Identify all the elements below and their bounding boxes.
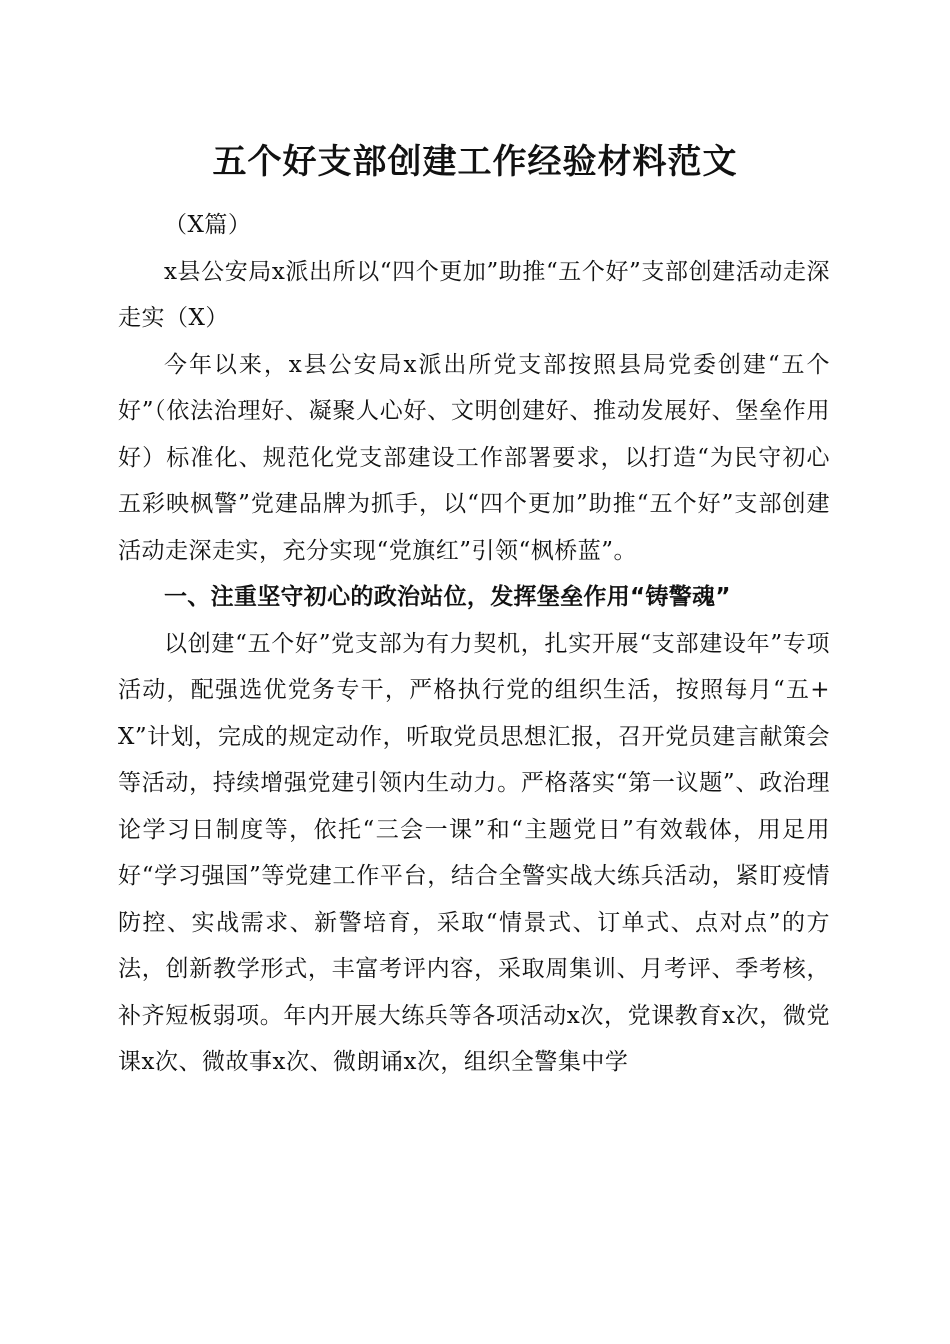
document-body <box>118 202 830 1086</box>
paragraph-subtitle: x县公安局x派出所以“四个更加”助推“五个好”支部创建活动走深走实（X） <box>118 258 830 331</box>
paragraph-intro: 今年以来，x县公安局x派出所党支部按照县局党委创建“五个好”（依法治理好、凝聚人心好、文明创建好、推动发展好、堡垒作用好）标准化、规范化党支部建设工作部署要求，以打造“为民守初心五彩映枫警”党建品牌为抓手，以“四个更加”助推“五个好”支部创建活动走深走实，充分实现“党旗红”引领“枫桥蓝”。 <box>118 351 830 564</box>
paragraph-series-note: （X篇） <box>164 212 252 238</box>
paragraph-section-1-body: 以创建“五个好”党支部为有力契机，扎实开展“支部建设年”专项活动，配强选优党务专干，严格执行党的组织生活，按照每月“五+X”计划，完成的规定动作，听取党员思想汇报，召开党员建言献策会等活动，持续增强党建引领内生动力。严格落实“第一议题”、政治理论学习日制度等，依托“三会一课”和“主题党日”有效载体，用足用好“学习强国”等党建工作平台，结合全警实战大练兵活动，紧盯疫情防控、实战需求、新警培育，采取“情景式、订单式、点对点”的方法，创新教学形式，丰富考评内容，采取周集训、月考评、季考核，补齐短板弱项。年内开展大练兵等各项活动x次，党课教育x次，微党课x次、微故事x次、微朗诵x次，组织全警集中学 <box>118 630 830 1075</box>
document-title: 五个好支部创建工作经验材料范文 <box>212 142 738 182</box>
section-heading-1: 一、注重坚守初心的政治站位，发挥堡垒作用“铸警魂” <box>164 584 731 610</box>
